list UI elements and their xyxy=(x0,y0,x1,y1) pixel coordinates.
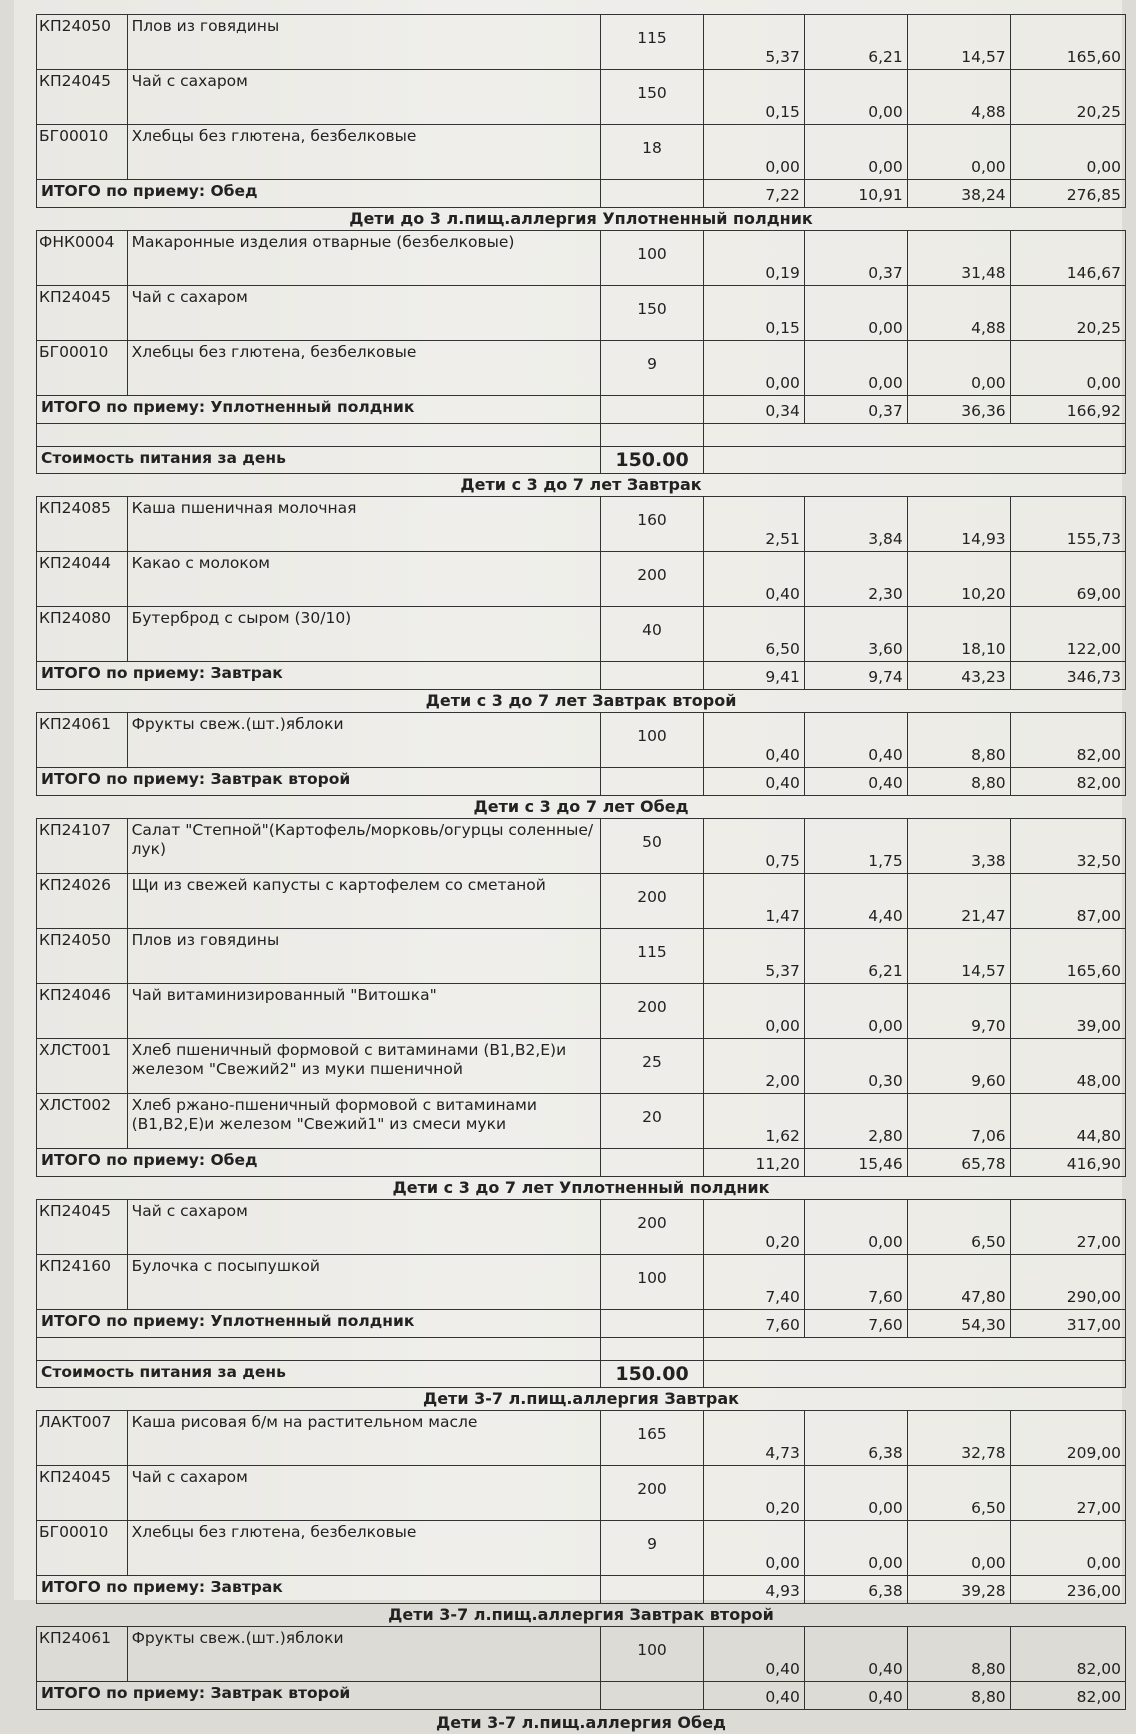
table-row xyxy=(37,286,1126,341)
dish-code: БГ00010 xyxy=(37,341,128,396)
dish-code: КП24160 xyxy=(37,1255,128,1310)
dish-name: Хлеб ржано-пшеничный формовой с витаминами (В1,В2,Е)и железом "Свежий1" из смеси муки xyxy=(127,1094,600,1149)
cost-label: Стоимость питания за день xyxy=(37,1361,601,1388)
total-kcal: 416,90 xyxy=(1010,1149,1125,1177)
dish-weight: 160 xyxy=(601,497,704,552)
table-row xyxy=(37,607,1126,662)
total-label: ИТОГО по приему: Уплотненный полдник xyxy=(37,1310,601,1338)
dish-kcal: 146,67 xyxy=(1010,231,1125,286)
total-carbs: 54,30 xyxy=(907,1310,1010,1338)
dish-fat: 4,40 xyxy=(804,874,907,929)
dish-kcal: 165,60 xyxy=(1010,15,1125,70)
menu-document xyxy=(36,14,1126,1734)
dish-kcal: 165,60 xyxy=(1010,929,1125,984)
total-kcal: 82,00 xyxy=(1010,768,1125,796)
total-carbs: 8,80 xyxy=(907,768,1010,796)
dish-fat: 0,00 xyxy=(804,286,907,341)
section-title: Дети до 3 л.пищ.аллергия Уплотненный полдник xyxy=(349,209,813,228)
total-protein: 9,41 xyxy=(703,662,804,690)
table-row xyxy=(37,125,1126,180)
dish-name: Плов из говядины xyxy=(127,15,600,70)
total-weight-empty xyxy=(601,662,704,690)
meal-table xyxy=(36,14,1126,208)
dish-name: Хлебцы без глютена, безбелковые xyxy=(127,125,600,180)
total-carbs: 36,36 xyxy=(907,396,1010,424)
section-title: Дети 3-7 л.пищ.аллергия Завтрак xyxy=(422,1389,740,1408)
dish-kcal: 209,00 xyxy=(1010,1411,1125,1466)
dish-carbs: 8,80 xyxy=(907,1627,1010,1682)
dish-code: КП24045 xyxy=(37,70,128,125)
dish-weight: 150 xyxy=(601,286,704,341)
total-label: ИТОГО по приему: Обед xyxy=(37,1149,601,1177)
section-title: Дети с 3 до 7 лет Обед xyxy=(473,797,689,816)
dish-kcal: 27,00 xyxy=(1010,1466,1125,1521)
dish-protein: 2,00 xyxy=(703,1039,804,1094)
dish-name: Фрукты свеж.(шт.)яблоки xyxy=(127,713,600,768)
dish-weight: 200 xyxy=(601,874,704,929)
dish-code: КП24080 xyxy=(37,607,128,662)
dish-weight: 150 xyxy=(601,70,704,125)
total-carbs: 39,28 xyxy=(907,1576,1010,1604)
dish-kcal: 87,00 xyxy=(1010,874,1125,929)
total-row xyxy=(37,396,1126,424)
dish-protein: 0,75 xyxy=(703,819,804,874)
total-row xyxy=(37,1576,1126,1604)
dish-kcal: 82,00 xyxy=(1010,1627,1125,1682)
table-row xyxy=(37,713,1126,768)
dish-kcal: 27,00 xyxy=(1010,1200,1125,1255)
table-row xyxy=(37,1255,1126,1310)
dish-name: Щи из свежей капусты с картофелем со сметаной xyxy=(127,874,600,929)
dish-code: КП24046 xyxy=(37,984,128,1039)
dish-weight: 9 xyxy=(601,341,704,396)
table-row xyxy=(37,1521,1126,1576)
total-protein: 0,40 xyxy=(703,768,804,796)
dish-kcal: 44,80 xyxy=(1010,1094,1125,1149)
table-row xyxy=(37,552,1126,607)
dish-protein: 0,40 xyxy=(703,552,804,607)
table-row xyxy=(37,341,1126,396)
dish-carbs: 0,00 xyxy=(907,1521,1010,1576)
dish-weight: 100 xyxy=(601,1255,704,1310)
dish-code: КП24045 xyxy=(37,1200,128,1255)
total-weight-empty xyxy=(601,180,704,208)
total-carbs: 8,80 xyxy=(907,1682,1010,1710)
dish-code: КП24050 xyxy=(37,929,128,984)
dish-code: ЛАКТ007 xyxy=(37,1411,128,1466)
section-title: Дети с 3 до 7 лет Уплотненный полдник xyxy=(392,1178,770,1197)
dish-name: Чай с сахаром xyxy=(127,1466,600,1521)
dish-name: Булочка с посыпушкой xyxy=(127,1255,600,1310)
table-row xyxy=(37,231,1126,286)
total-fat: 7,60 xyxy=(804,1310,907,1338)
dish-fat: 6,21 xyxy=(804,15,907,70)
dish-kcal: 20,25 xyxy=(1010,286,1125,341)
dish-weight: 25 xyxy=(601,1039,704,1094)
dish-carbs: 7,06 xyxy=(907,1094,1010,1149)
total-row xyxy=(37,768,1126,796)
dish-code: ХЛСТ001 xyxy=(37,1039,128,1094)
dish-name: Какао с молоком xyxy=(127,552,600,607)
total-fat: 10,91 xyxy=(804,180,907,208)
meal-table xyxy=(36,818,1126,1177)
dish-name: Чай с сахаром xyxy=(127,1200,600,1255)
total-fat: 9,74 xyxy=(804,662,907,690)
total-kcal: 346,73 xyxy=(1010,662,1125,690)
total-weight-empty xyxy=(601,1149,704,1177)
total-protein: 0,40 xyxy=(703,1682,804,1710)
dish-name: Бутерброд с сыром (30/10) xyxy=(127,607,600,662)
dish-fat: 7,60 xyxy=(804,1255,907,1310)
total-row xyxy=(37,180,1126,208)
blank-row xyxy=(37,424,1126,447)
dish-fat: 0,40 xyxy=(804,1627,907,1682)
dish-kcal: 48,00 xyxy=(1010,1039,1125,1094)
dish-fat: 2,80 xyxy=(804,1094,907,1149)
dish-weight: 50 xyxy=(601,819,704,874)
table-row xyxy=(37,1039,1126,1094)
dish-code: КП24061 xyxy=(37,713,128,768)
total-row xyxy=(37,1682,1126,1710)
total-kcal: 166,92 xyxy=(1010,396,1125,424)
total-label: ИТОГО по приему: Завтрак второй xyxy=(37,1682,601,1710)
dish-carbs: 18,10 xyxy=(907,607,1010,662)
table-row xyxy=(37,1466,1126,1521)
dish-name: Плов из говядины xyxy=(127,929,600,984)
dish-carbs: 21,47 xyxy=(907,874,1010,929)
dish-carbs: 14,57 xyxy=(907,15,1010,70)
total-protein: 0,34 xyxy=(703,396,804,424)
dish-protein: 4,73 xyxy=(703,1411,804,1466)
dish-fat: 0,40 xyxy=(804,713,907,768)
cost-label: Стоимость питания за день xyxy=(37,447,601,474)
cost-row xyxy=(37,1361,1126,1388)
total-weight-empty xyxy=(601,396,704,424)
total-weight-empty xyxy=(601,1310,704,1338)
dish-code: КП24045 xyxy=(37,286,128,341)
dish-carbs: 14,57 xyxy=(907,929,1010,984)
dish-code: КП24045 xyxy=(37,1466,128,1521)
total-row xyxy=(37,1149,1126,1177)
cost-value: 150.00 xyxy=(601,1361,704,1388)
dish-fat: 2,30 xyxy=(804,552,907,607)
dish-name: Каша пшеничная молочная xyxy=(127,497,600,552)
dish-name: Салат "Степной"(Картофель/морковь/огурцы соленные/лук) xyxy=(127,819,600,874)
dish-kcal: 155,73 xyxy=(1010,497,1125,552)
total-fat: 0,37 xyxy=(804,396,907,424)
dish-kcal: 20,25 xyxy=(1010,70,1125,125)
meal-table xyxy=(36,1410,1126,1604)
dish-protein: 0,40 xyxy=(703,713,804,768)
table-row xyxy=(37,1200,1126,1255)
dish-protein: 0,15 xyxy=(703,70,804,125)
dish-protein: 0,00 xyxy=(703,125,804,180)
dish-carbs: 6,50 xyxy=(907,1466,1010,1521)
dish-fat: 6,38 xyxy=(804,1411,907,1466)
dish-carbs: 4,88 xyxy=(907,286,1010,341)
table-row xyxy=(37,984,1126,1039)
table-row xyxy=(37,497,1126,552)
dish-weight: 100 xyxy=(601,231,704,286)
total-carbs: 38,24 xyxy=(907,180,1010,208)
dish-fat: 3,60 xyxy=(804,607,907,662)
total-kcal: 82,00 xyxy=(1010,1682,1125,1710)
dish-weight: 115 xyxy=(601,15,704,70)
dish-name: Хлеб пшеничный формовой с витаминами (В1,В2,Е)и железом "Свежий2" из муки пшеничной xyxy=(127,1039,600,1094)
meal-table xyxy=(36,230,1126,474)
table-row xyxy=(37,1094,1126,1149)
dish-name: Каша рисовая б/м на растительном масле xyxy=(127,1411,600,1466)
dish-protein: 0,19 xyxy=(703,231,804,286)
dish-weight: 18 xyxy=(601,125,704,180)
table-row xyxy=(37,929,1126,984)
total-label: ИТОГО по приему: Уплотненный полдник xyxy=(37,396,601,424)
dish-carbs: 14,93 xyxy=(907,497,1010,552)
dish-kcal: 0,00 xyxy=(1010,1521,1125,1576)
dish-protein: 0,00 xyxy=(703,341,804,396)
dish-code: БГ00010 xyxy=(37,125,128,180)
dish-name: Макаронные изделия отварные (безбелковые) xyxy=(127,231,600,286)
dish-weight: 200 xyxy=(601,1466,704,1521)
dish-protein: 6,50 xyxy=(703,607,804,662)
dish-carbs: 8,80 xyxy=(907,713,1010,768)
meal-table xyxy=(36,496,1126,690)
dish-fat: 3,84 xyxy=(804,497,907,552)
dish-code: КП24107 xyxy=(37,819,128,874)
cost-value: 150.00 xyxy=(601,447,704,474)
section-title: Дети с 3 до 7 лет Завтрак второй xyxy=(425,691,737,710)
dish-kcal: 122,00 xyxy=(1010,607,1125,662)
dish-protein: 1,47 xyxy=(703,874,804,929)
dish-kcal: 82,00 xyxy=(1010,713,1125,768)
dish-fat: 0,00 xyxy=(804,125,907,180)
section-title: Дети с 3 до 7 лет Завтрак xyxy=(460,475,702,494)
total-carbs: 43,23 xyxy=(907,662,1010,690)
dish-fat: 0,00 xyxy=(804,341,907,396)
dish-protein: 2,51 xyxy=(703,497,804,552)
dish-name: Хлебцы без глютена, безбелковые xyxy=(127,341,600,396)
dish-weight: 9 xyxy=(601,1521,704,1576)
total-weight-empty xyxy=(601,1682,704,1710)
dish-fat: 0,00 xyxy=(804,1521,907,1576)
blank-row xyxy=(37,1338,1126,1361)
dish-fat: 0,00 xyxy=(804,984,907,1039)
dish-name: Хлебцы без глютена, безбелковые xyxy=(127,1521,600,1576)
dish-code: КП24085 xyxy=(37,497,128,552)
dish-kcal: 0,00 xyxy=(1010,341,1125,396)
dish-carbs: 0,00 xyxy=(907,341,1010,396)
total-weight-empty xyxy=(601,1576,704,1604)
cost-row xyxy=(37,447,1126,474)
total-protein: 7,60 xyxy=(703,1310,804,1338)
total-label: ИТОГО по приему: Завтрак второй xyxy=(37,768,601,796)
dish-weight: 20 xyxy=(601,1094,704,1149)
table-row xyxy=(37,1411,1126,1466)
dish-weight: 200 xyxy=(601,552,704,607)
cost-empty xyxy=(703,1361,1125,1388)
dish-kcal: 39,00 xyxy=(1010,984,1125,1039)
dish-code: ФНК0004 xyxy=(37,231,128,286)
dish-carbs: 47,80 xyxy=(907,1255,1010,1310)
dish-protein: 0,20 xyxy=(703,1200,804,1255)
dish-fat: 0,37 xyxy=(804,231,907,286)
section-title-allergy-lunch: Дети 3-7 л.пищ.аллергия Обед xyxy=(436,1713,726,1732)
meal-table xyxy=(36,712,1126,796)
dish-protein: 5,37 xyxy=(703,929,804,984)
dish-code: КП24044 xyxy=(37,552,128,607)
dish-fat: 6,21 xyxy=(804,929,907,984)
dish-weight: 200 xyxy=(601,1200,704,1255)
dish-code: КП24061 xyxy=(37,1627,128,1682)
dish-protein: 5,37 xyxy=(703,15,804,70)
dish-kcal: 0,00 xyxy=(1010,125,1125,180)
dish-carbs: 31,48 xyxy=(907,231,1010,286)
table-row xyxy=(37,70,1126,125)
dish-name: Чай с сахаром xyxy=(127,70,600,125)
dish-kcal: 69,00 xyxy=(1010,552,1125,607)
dish-carbs: 6,50 xyxy=(907,1200,1010,1255)
meal-table xyxy=(36,1199,1126,1388)
dish-carbs: 9,70 xyxy=(907,984,1010,1039)
total-weight-empty xyxy=(601,768,704,796)
dish-weight: 100 xyxy=(601,713,704,768)
dish-protein: 0,15 xyxy=(703,286,804,341)
cost-empty xyxy=(703,447,1125,474)
dish-carbs: 10,20 xyxy=(907,552,1010,607)
dish-weight: 165 xyxy=(601,1411,704,1466)
dish-fat: 0,00 xyxy=(804,1200,907,1255)
total-protein: 11,20 xyxy=(703,1149,804,1177)
dish-name: Фрукты свеж.(шт.)яблоки xyxy=(127,1627,600,1682)
total-kcal: 276,85 xyxy=(1010,180,1125,208)
dish-name: Чай с сахаром xyxy=(127,286,600,341)
table-row xyxy=(37,1627,1126,1682)
total-label: ИТОГО по приему: Завтрак xyxy=(37,662,601,690)
total-protein: 7,22 xyxy=(703,180,804,208)
total-fat: 0,40 xyxy=(804,768,907,796)
dish-carbs: 9,60 xyxy=(907,1039,1010,1094)
dish-carbs: 3,38 xyxy=(907,819,1010,874)
table-row xyxy=(37,874,1126,929)
total-row xyxy=(37,662,1126,690)
dish-protein: 0,20 xyxy=(703,1466,804,1521)
dish-fat: 0,00 xyxy=(804,1466,907,1521)
dish-code: ХЛСТ002 xyxy=(37,1094,128,1149)
total-protein: 4,93 xyxy=(703,1576,804,1604)
dish-weight: 100 xyxy=(601,1627,704,1682)
total-kcal: 317,00 xyxy=(1010,1310,1125,1338)
total-row xyxy=(37,1310,1126,1338)
dish-carbs: 32,78 xyxy=(907,1411,1010,1466)
dish-weight: 200 xyxy=(601,984,704,1039)
dish-kcal: 32,50 xyxy=(1010,819,1125,874)
total-carbs: 65,78 xyxy=(907,1149,1010,1177)
dish-weight: 115 xyxy=(601,929,704,984)
meal-table xyxy=(36,1626,1126,1710)
dish-code: КП24026 xyxy=(37,874,128,929)
paper-sheet xyxy=(14,0,1122,1732)
dish-protein: 0,00 xyxy=(703,1521,804,1576)
dish-fat: 0,30 xyxy=(804,1039,907,1094)
dish-protein: 1,62 xyxy=(703,1094,804,1149)
total-fat: 15,46 xyxy=(804,1149,907,1177)
table-row xyxy=(37,819,1126,874)
total-label: ИТОГО по приему: Обед xyxy=(37,180,601,208)
table-row xyxy=(37,15,1126,70)
total-fat: 0,40 xyxy=(804,1682,907,1710)
dish-fat: 0,00 xyxy=(804,70,907,125)
dish-code: БГ00010 xyxy=(37,1521,128,1576)
dish-carbs: 0,00 xyxy=(907,125,1010,180)
total-fat: 6,38 xyxy=(804,1576,907,1604)
dish-code: КП24050 xyxy=(37,15,128,70)
dish-fat: 1,75 xyxy=(804,819,907,874)
total-label: ИТОГО по приему: Завтрак xyxy=(37,1576,601,1604)
dish-protein: 7,40 xyxy=(703,1255,804,1310)
dish-carbs: 4,88 xyxy=(907,70,1010,125)
section-title: Дети 3-7 л.пищ.аллергия Завтрак второй xyxy=(388,1605,774,1624)
dish-kcal: 290,00 xyxy=(1010,1255,1125,1310)
total-kcal: 236,00 xyxy=(1010,1576,1125,1604)
dish-protein: 0,00 xyxy=(703,984,804,1039)
dish-name: Чай витаминизированный "Витошка" xyxy=(127,984,600,1039)
dish-protein: 0,40 xyxy=(703,1627,804,1682)
dish-weight: 40 xyxy=(601,607,704,662)
